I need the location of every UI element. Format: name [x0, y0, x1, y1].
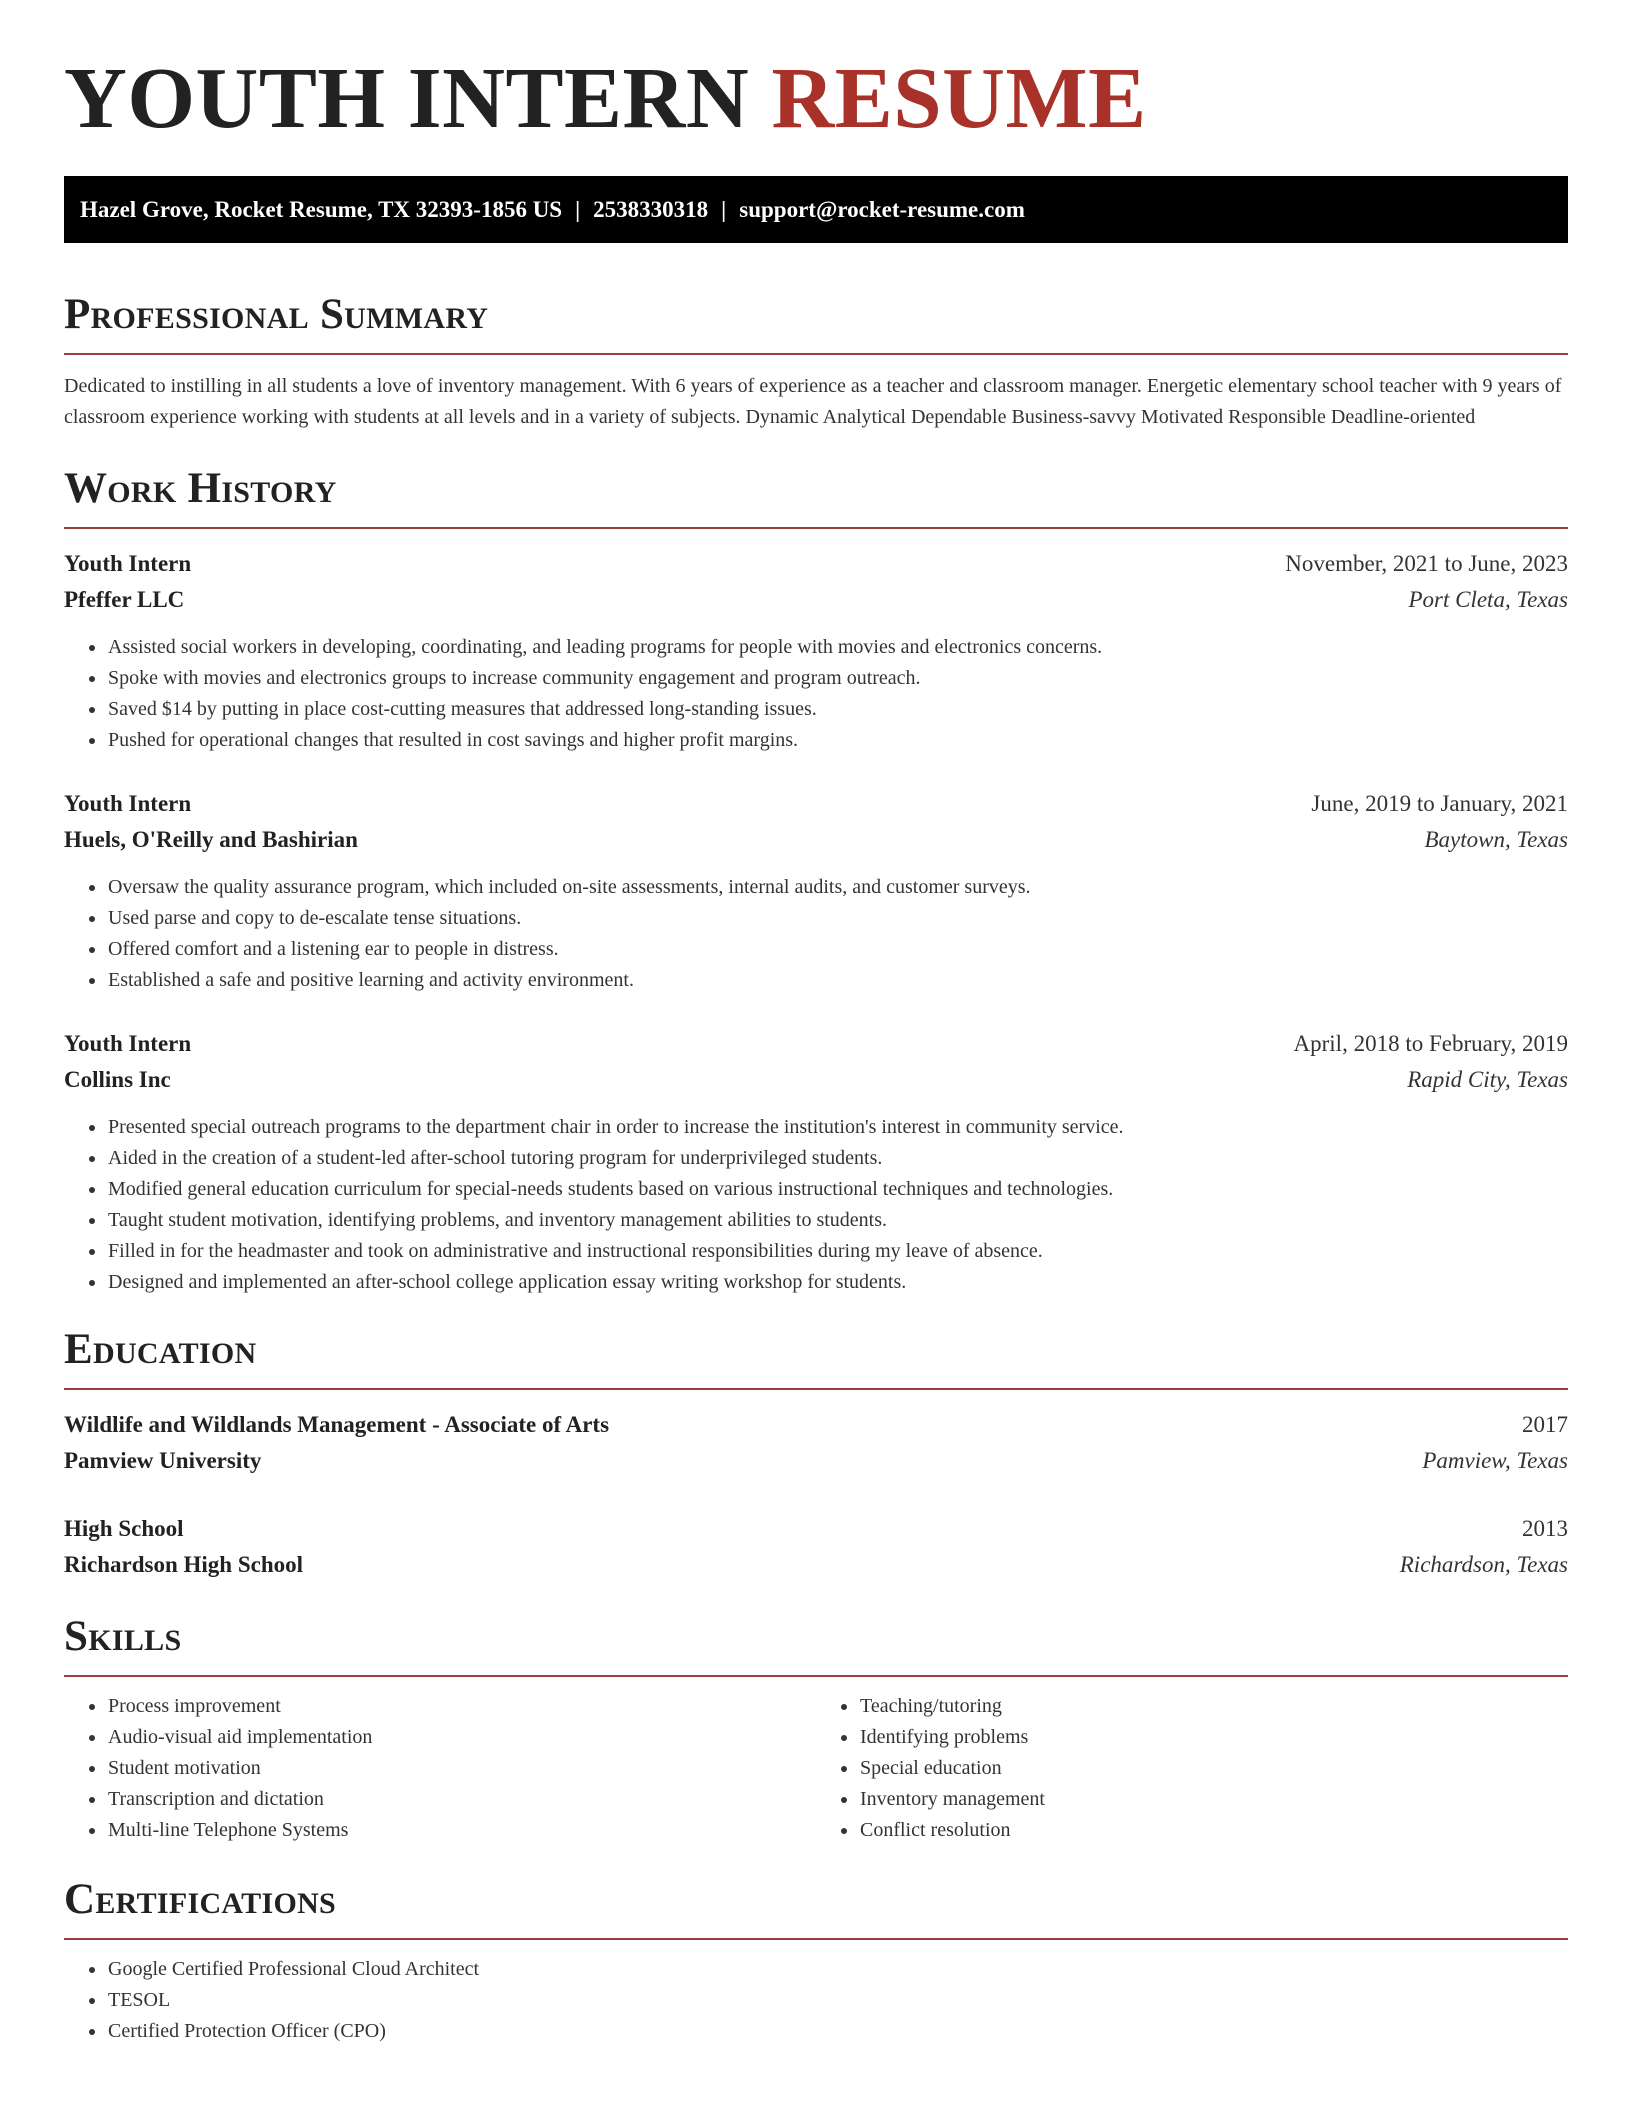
job-bullet: • Established a safe and positive learning and activity environment.	[107, 965, 1568, 996]
skill-item: • Multi-line Telephone Systems	[107, 1815, 816, 1846]
education-year: 2013	[1522, 1516, 1568, 1541]
title-accent: RESUME	[771, 49, 1147, 146]
education-year: 2017	[1522, 1412, 1568, 1437]
job-entry	[64, 786, 1568, 996]
contact-phone: 2538330318	[593, 197, 709, 222]
job-bullet: • Designed and implemented an after-school college application essay writing workshop for students.	[107, 1267, 1568, 1298]
job-bullet: • Modified general education curriculum for special-needs students based on various instructional techniques and technologies.	[107, 1174, 1568, 1205]
skill-item: • Process improvement	[107, 1691, 816, 1722]
education-degree: Wildlife and Wildlands Management - Associate of Arts	[64, 1412, 610, 1437]
job-bullets	[64, 872, 1568, 996]
job-bullet: • Used parse and copy to de-escalate tense situations.	[107, 903, 1568, 934]
job-bullet: • Pushed for operational changes that resulted in cost savings and higher profit margins.	[107, 725, 1568, 756]
skill-item: • Conflict resolution	[859, 1815, 1568, 1846]
skill-item: • Identifying problems	[859, 1722, 1568, 1753]
skills-grid	[64, 1691, 1568, 1846]
summary-heading: Professional Summary	[64, 289, 1568, 355]
skill-item: • Teaching/tutoring	[859, 1691, 1568, 1722]
job-bullets	[64, 632, 1568, 756]
job-location: Rapid City, Texas	[1407, 1067, 1568, 1092]
job-bullet: • Offered comfort and a listening ear to people in distress.	[107, 934, 1568, 965]
job-dates: April, 2018 to February, 2019	[1293, 1031, 1568, 1056]
job-bullet: • Oversaw the quality assurance program, which included on-site assessments, internal audits, and customer surveys.	[107, 872, 1568, 903]
skills-list-left	[64, 1691, 816, 1846]
work-history-heading: Work History	[64, 463, 1568, 529]
education-school: Richardson High School	[64, 1552, 303, 1577]
job-dates: June, 2019 to January, 2021	[1311, 791, 1568, 816]
education-location: Pamview, Texas	[1422, 1448, 1568, 1473]
contact-separator: |	[575, 197, 581, 222]
job-header-row	[64, 1026, 1568, 1062]
certifications-heading: Certifications	[64, 1874, 1568, 1940]
education-school-row	[64, 1547, 1568, 1583]
skill-item: • Transcription and dictation	[107, 1784, 816, 1815]
contact-separator: |	[721, 197, 727, 222]
skill-item: • Audio-visual aid implementation	[107, 1722, 816, 1753]
job-bullets	[64, 1112, 1568, 1298]
job-title: Youth Intern	[64, 791, 192, 816]
certification-item: • TESOL	[107, 1985, 1568, 2016]
certification-item: • Google Certified Professional Cloud Architect	[107, 1954, 1568, 1985]
job-location: Port Cleta, Texas	[1408, 587, 1568, 612]
job-company-row	[64, 582, 1568, 618]
education-degree: High School	[64, 1516, 184, 1541]
job-title: Youth Intern	[64, 1031, 192, 1056]
job-bullet: • Spoke with movies and electronics groups to increase community engagement and program outreach.	[107, 663, 1568, 694]
job-entry	[64, 1026, 1568, 1298]
job-header-row	[64, 786, 1568, 822]
certifications-list	[64, 1954, 1568, 2047]
job-company: Collins Inc	[64, 1067, 171, 1092]
skill-item: • Special education	[859, 1753, 1568, 1784]
education-degree-row	[64, 1407, 1568, 1443]
certification-item: • Certified Protection Officer (CPO)	[107, 2016, 1568, 2047]
job-header-row	[64, 546, 1568, 582]
job-bullet: • Filled in for the headmaster and took on administrative and instructional responsibilities during my leave of absence.	[107, 1236, 1568, 1267]
skills-list-right	[816, 1691, 1568, 1846]
skill-item: • Student motivation	[107, 1753, 816, 1784]
job-title: Youth Intern	[64, 551, 192, 576]
job-bullet: • Presented special outreach programs to the department chair in order to increase the institution's interest in community service.	[107, 1112, 1568, 1143]
job-location: Baytown, Texas	[1424, 827, 1568, 852]
job-company: Huels, O'Reilly and Bashirian	[64, 827, 358, 852]
skills-heading: Skills	[64, 1611, 1568, 1677]
job-bullet: • Aided in the creation of a student-led after-school tutoring program for underprivileged students.	[107, 1143, 1568, 1174]
job-company-row	[64, 822, 1568, 858]
education-entry	[64, 1511, 1568, 1583]
job-bullet: • Assisted social workers in developing, coordinating, and leading programs for people with movies and electronics concerns.	[107, 632, 1568, 663]
education-heading: Education	[64, 1324, 1568, 1390]
job-company-row	[64, 1062, 1568, 1098]
resume-title	[64, 0, 1568, 146]
education-school-row	[64, 1443, 1568, 1479]
education-entry	[64, 1407, 1568, 1479]
contact-address: Hazel Grove, Rocket Resume, TX 32393-1856 US	[80, 197, 563, 222]
contact-bar	[64, 176, 1568, 243]
education-school: Pamview University	[64, 1448, 262, 1473]
education-location: Richardson, Texas	[1399, 1552, 1568, 1577]
title-main: YOUTH INTERN	[64, 49, 750, 146]
job-entry	[64, 546, 1568, 756]
education-degree-row	[64, 1511, 1568, 1547]
job-bullet: • Taught student motivation, identifying problems, and inventory management abilities to students.	[107, 1205, 1568, 1236]
job-bullet: • Saved $14 by putting in place cost-cutting measures that addressed long-standing issues.	[107, 694, 1568, 725]
summary-text: Dedicated to instilling in all students a love of inventory management. With 6 years of experience as a teacher and classroom manager. Energetic elementary school teacher with 9 years of classroom experience working with students at all levels and in a variety of subjects. Dynamic Analytical Dependable Business-savvy Motivated Responsible Deadline-oriented	[64, 375, 1562, 428]
job-dates: November, 2021 to June, 2023	[1285, 551, 1568, 576]
contact-email: support@rocket-resume.com	[739, 197, 1025, 222]
skill-item: • Inventory management	[859, 1784, 1568, 1815]
job-company: Pfeffer LLC	[64, 587, 185, 612]
